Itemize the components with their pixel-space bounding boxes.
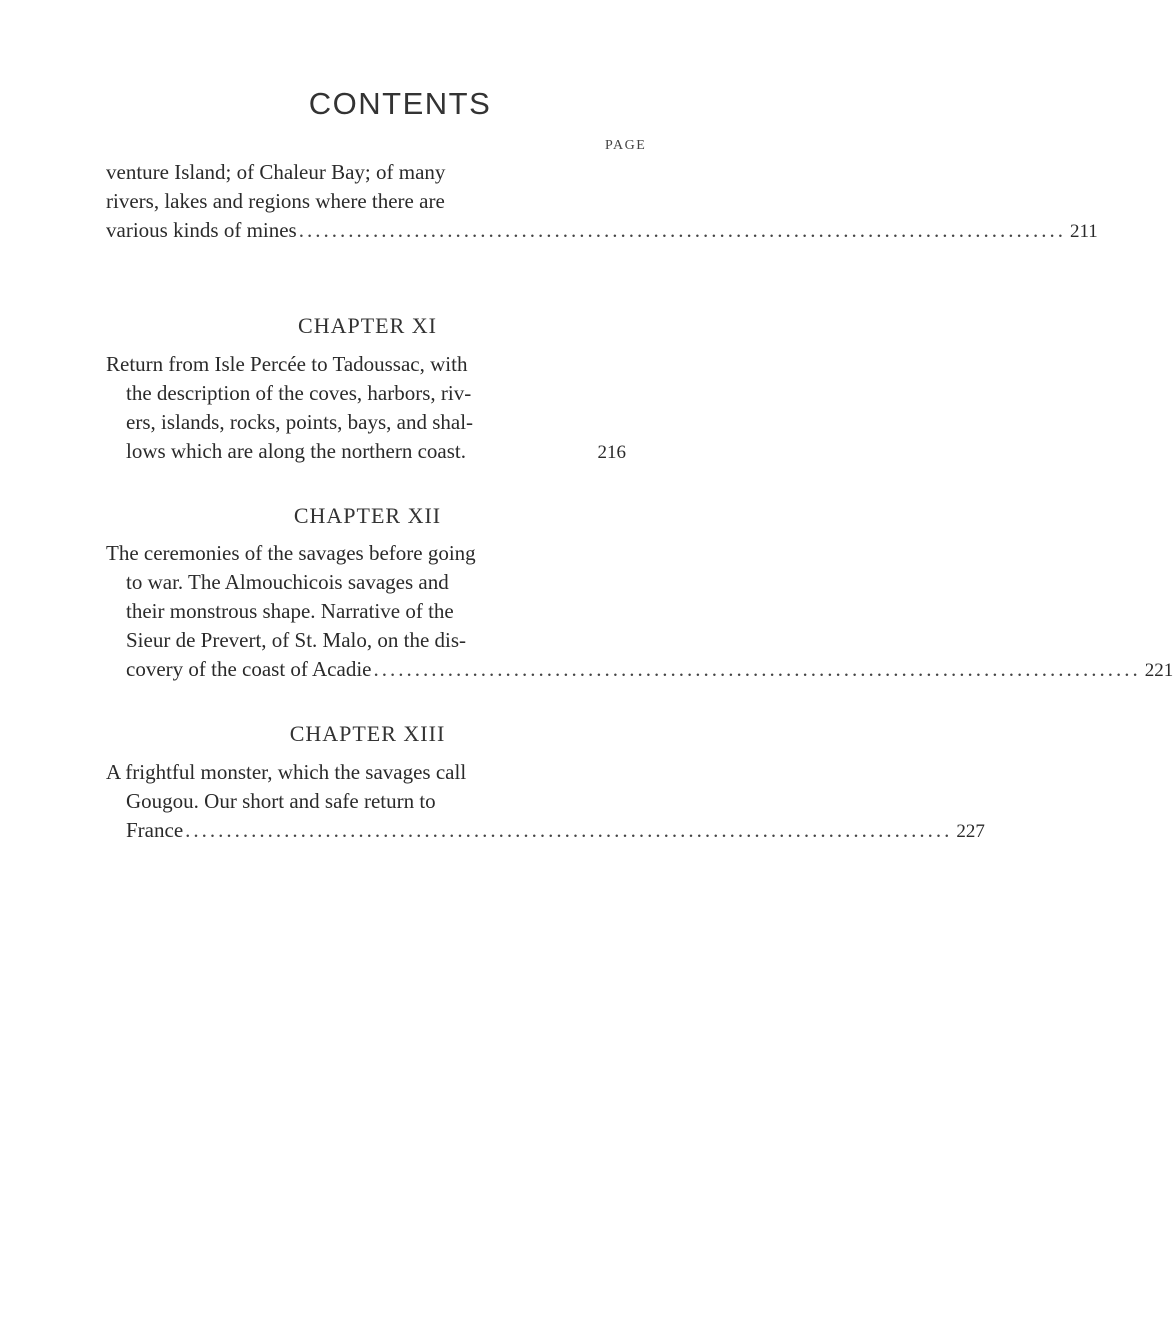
entry-last-line bbox=[106, 816, 985, 846]
entry-text-line: rivers, lakes and regions where there are bbox=[106, 189, 445, 213]
chapter-heading: CHAPTER XIII bbox=[289, 721, 446, 746]
page-number: 221 bbox=[1144, 660, 1173, 681]
page-number: 211 bbox=[1069, 221, 1098, 242]
toc-entry bbox=[106, 539, 1173, 685]
entry-text-line: various kinds of mines bbox=[106, 218, 297, 242]
entry-text-line: A frightful monster, which the savages call bbox=[106, 760, 467, 784]
page-number: 216 bbox=[597, 442, 626, 463]
page-title: CONTENTS bbox=[308, 86, 492, 121]
entry-text-line: covery of the coast of Acadie bbox=[126, 657, 372, 681]
dot-leaders: ............................................................................................. bbox=[185, 818, 953, 842]
entry-text-line: the description of the coves, harbors, riv- bbox=[126, 381, 472, 405]
chapter-heading: CHAPTER XI bbox=[298, 313, 437, 338]
entry-text-line: France bbox=[126, 818, 184, 842]
entry-last-line bbox=[106, 216, 1098, 246]
page-column-label: PAGE bbox=[605, 138, 647, 153]
entry-text-line: ers, islands, rocks, points, bays, and shal- bbox=[126, 410, 474, 434]
entry-text-line: their monstrous shape. Narrative of the bbox=[126, 599, 454, 623]
entry-text-line: Return from Isle Percée to Tadoussac, with bbox=[106, 352, 468, 376]
entry-text-line: lows which are along the northern coast. bbox=[126, 439, 466, 463]
entry-last-line bbox=[106, 655, 1173, 685]
dot-leaders: ............................................................................................. bbox=[298, 218, 1066, 242]
entry-text-line: to war. The Almouchicois savages and bbox=[126, 570, 449, 594]
entry-last-line bbox=[106, 437, 626, 467]
toc-entry bbox=[106, 350, 626, 467]
chapter-heading: CHAPTER XII bbox=[293, 503, 442, 528]
dot-leaders: ............................................................................................. bbox=[373, 657, 1141, 681]
entry-text-line: venture Island; of Chaleur Bay; of many bbox=[106, 160, 446, 184]
toc-entry bbox=[106, 758, 985, 846]
entry-text-line: Sieur de Prevert, of St. Malo, on the dis- bbox=[126, 628, 467, 652]
toc-entry bbox=[106, 158, 1098, 246]
entry-text-line: Gougou. Our short and safe return to bbox=[126, 789, 436, 813]
page-number: 227 bbox=[956, 821, 985, 842]
entry-text-line: The ceremonies of the savages before going bbox=[106, 541, 476, 565]
